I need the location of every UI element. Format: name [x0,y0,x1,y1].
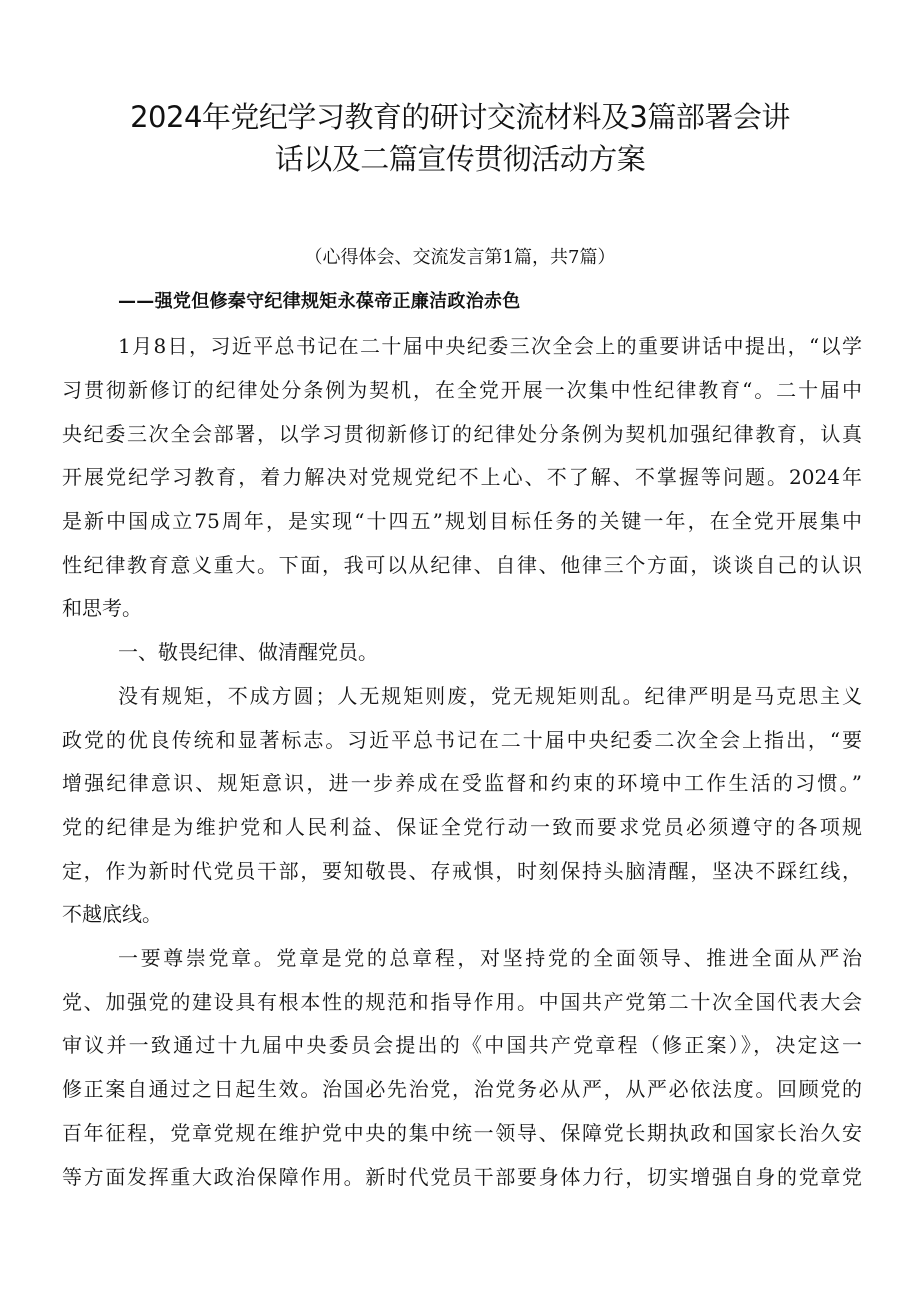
paragraph-line: 党的纪律是为维护党和人民利益、保证全党行动一致而要求党员必须遵守的各项规 [62,815,862,839]
paragraph-line: 1月8日，习近平总书记在二十届中央纪委三次全会上的重要讲话中提出，“以学 [118,334,862,358]
paragraph-line: 和思考。 [62,596,142,620]
document-title-line-2: 话以及二篇宣传贯彻活动方案 [274,142,646,176]
paragraph-line: 党、加强党的建设具有根本性的规范和指导作用。中国共产党第二十次全国代表大会 [62,990,862,1014]
paragraph-line: 定，作为新时代党员干部，要知敬畏、存戒惧，时刻保持头脑清醒，坚决不踩红线， [62,859,862,883]
paragraph-line: 等方面发挥重大政治保障作用。新时代党员干部要身体力行，切实增强自身的党章党 [62,1165,862,1189]
subheading-line: 一、敬畏纪律、做清醒党员。 [118,640,378,664]
section-heading: ——强党但修秦守纪律规矩永葆帝正廉洁政治赤色 [118,291,521,312]
paragraph-line: 没有规矩，不成方圆；人无规矩则废，党无规矩则乱。纪律严明是马克思主义 [118,684,862,708]
paragraph-line: 修正案自通过之日起生效。治国必先治党，治党务必从严，从严必依法度。回顾党的 [62,1077,862,1101]
paragraph-line: 央纪委三次全会部署，以学习贯彻新修订的纪律处分条例为契机加强纪律教育，认真 [62,422,862,446]
paragraph-line: 性纪律教育意义重大。下面，我可以从纪律、自律、他律三个方面，谈谈自己的认识 [62,553,862,577]
paragraph-line: 审议并一致通过十九届中央委员会提出的《中国共产党章程（修正案）》，决定这一 [62,1033,862,1057]
document-subtitle: （心得体会、交流发言第1篇，共7篇） [304,247,616,268]
paragraph-line: 开展党纪学习教育，着力解决对党规党纪不上心、不了解、不掌握等问题。2024年 [62,465,862,489]
document-title-line-1: 2024年党纪学习教育的研讨交流材料及3篇部署会讲 [130,100,790,134]
paragraph-line: 习贯彻新修订的纪律处分条例为契机，在全党开展一次集中性纪律教育“。二十届中 [62,378,862,402]
paragraph-line: 增强纪律意识、规矩意识，进一步养成在受监督和约束的环境中工作生活的习惯。” [62,771,862,795]
paragraph-line: 是新中国成立75周年，是实现“十四五”规划目标任务的关键一年，在全党开展集中 [62,509,862,533]
paragraph-line: 不越底线。 [62,902,162,926]
paragraph-line: 政党的优良传统和显著标志。习近平总书记在二十届中央纪委二次全会上指出，“要 [62,728,862,752]
paragraph-line: 百年征程，党章党规在维护党中央的集中统一领导、保障党长期执政和国家长治久安 [62,1121,862,1145]
paragraph-line: 一要尊崇党章。党章是党的总章程，对坚持党的全面领导、推进全面从严治 [118,946,862,970]
